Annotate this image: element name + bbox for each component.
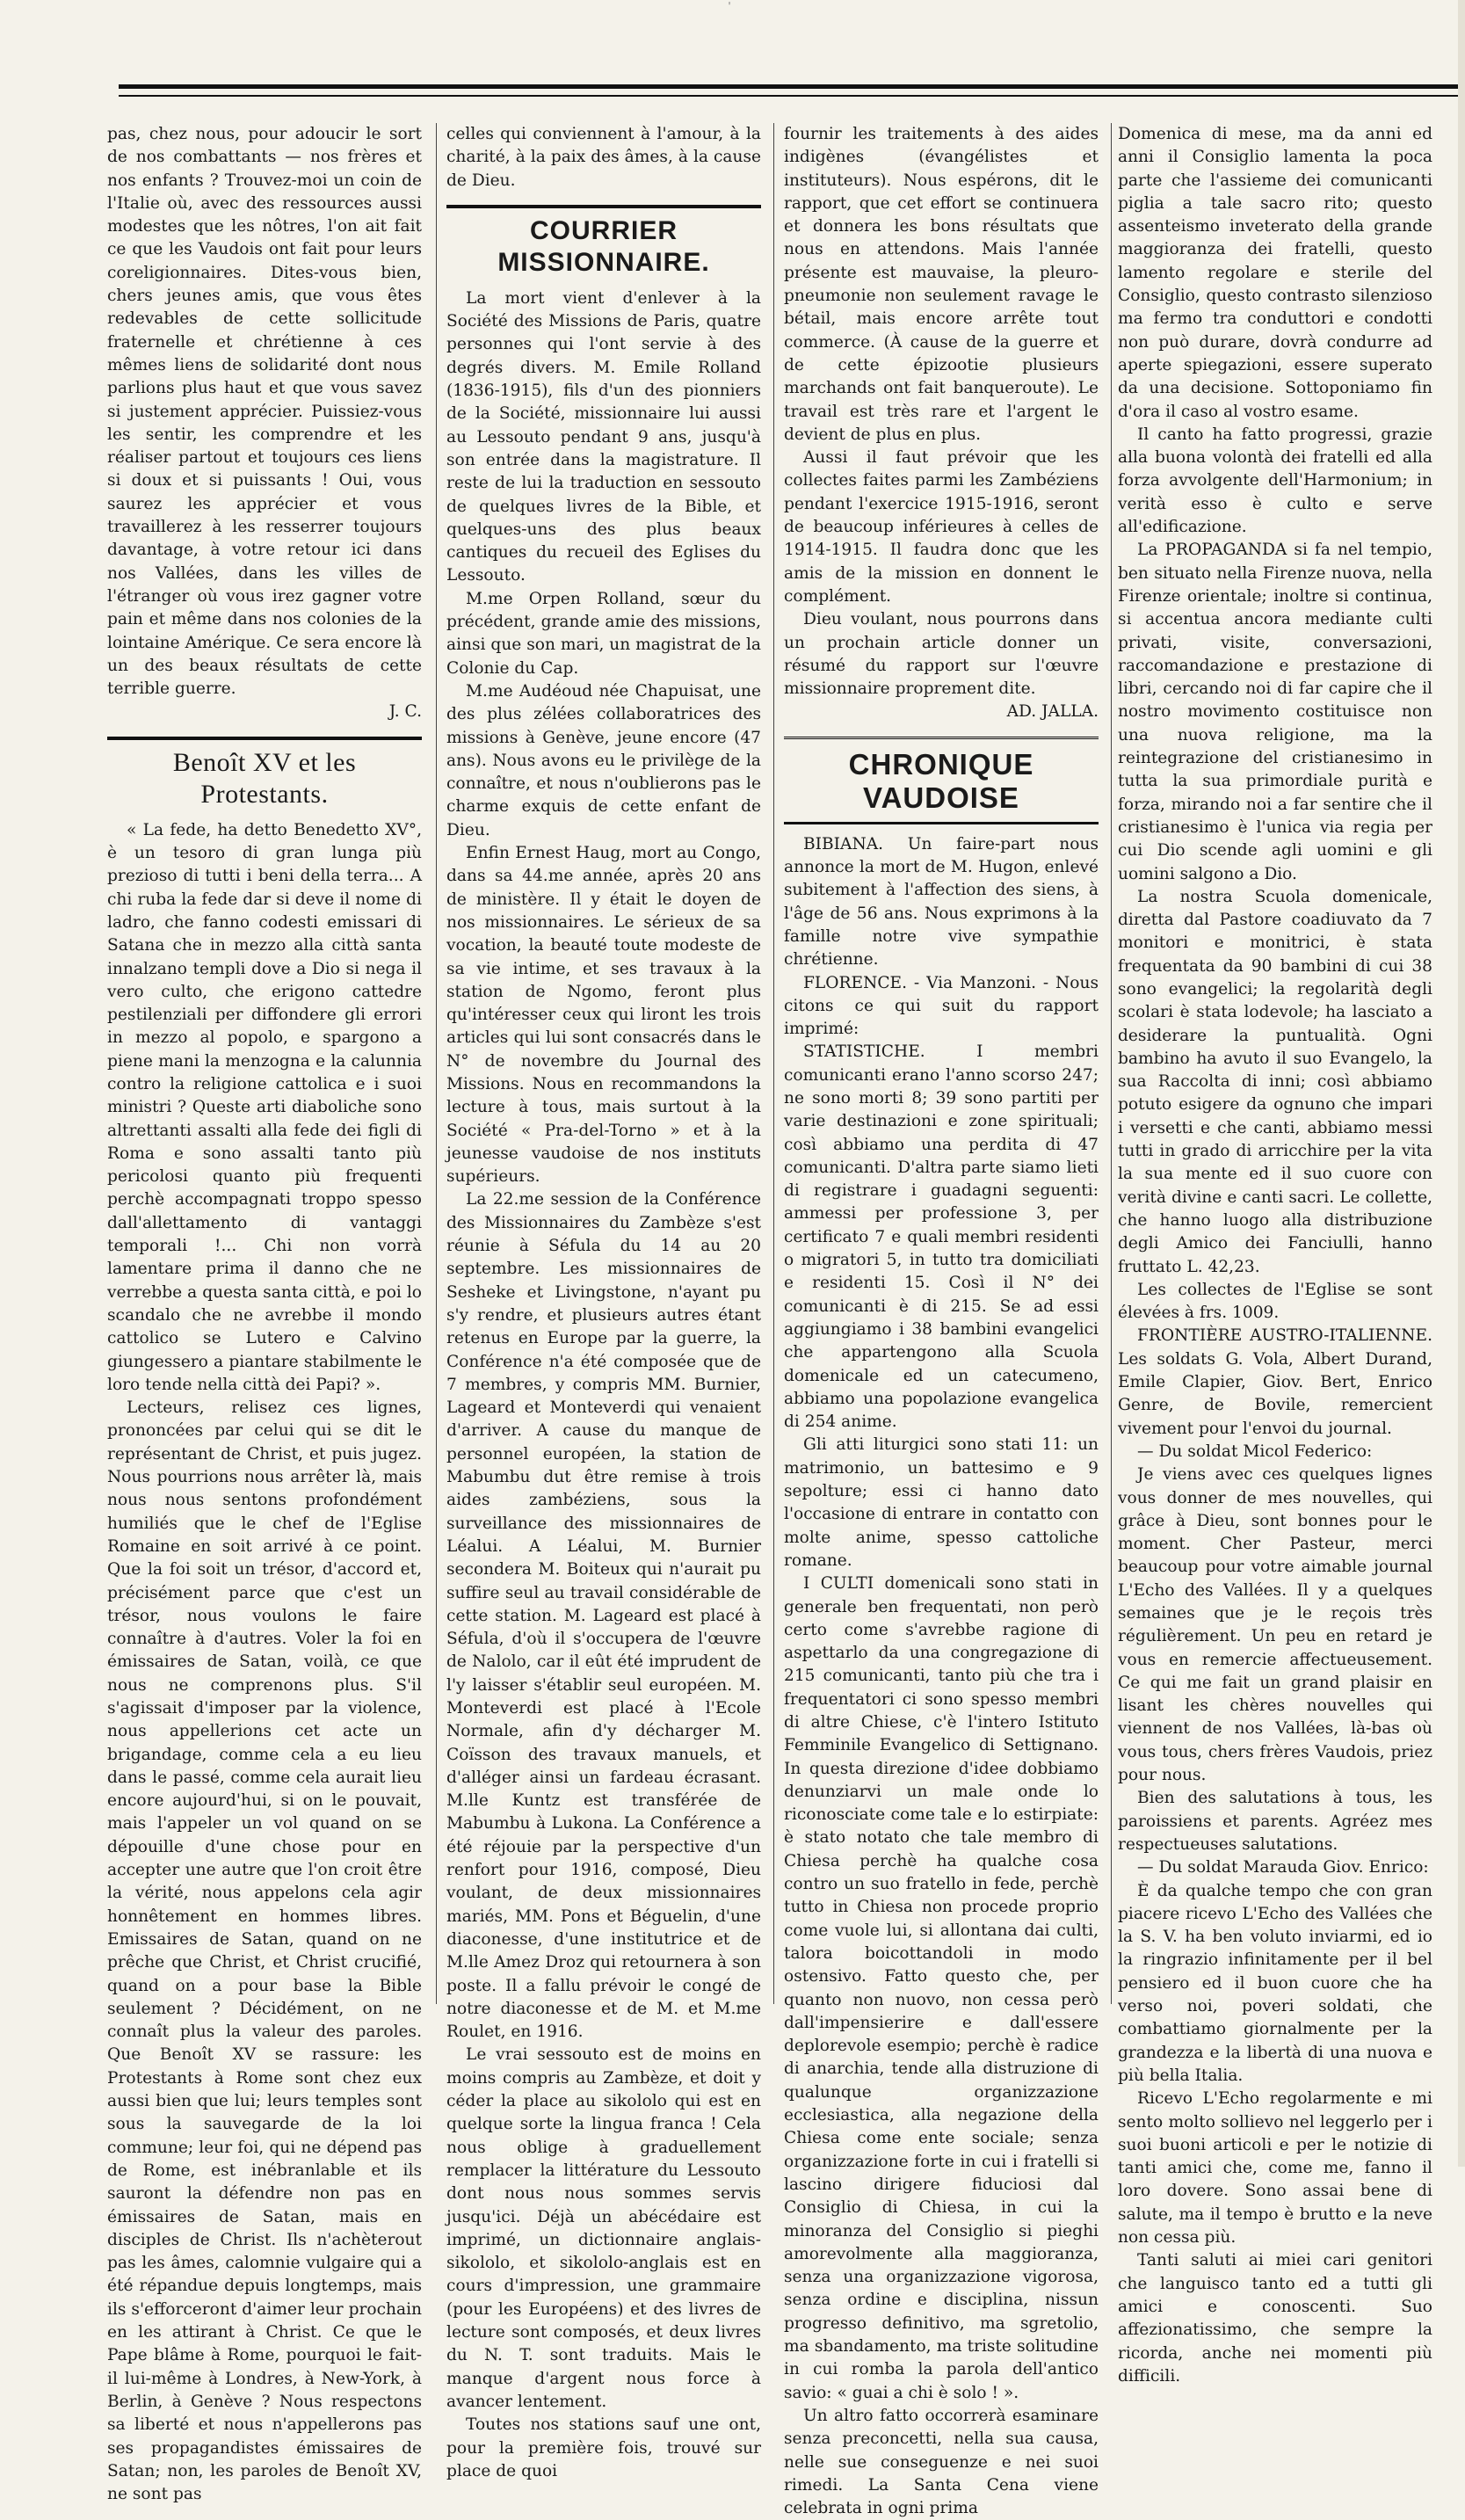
col1-title-box	[107, 737, 422, 810]
column-separator	[1111, 123, 1112, 2004]
col2-paragraph: Le vrai sessouto est de moins en moins compris au Zambèze, et doit y céder la place au sikololo qui est en quelque sorte la lingua franca ! Cela nous oblige à graduellement remplacer la littérature du Lessouto dont nous nous sommes servis jusqu'ici. Déjà un abécédaire est imprimé, un dictionnaire anglais-sikololo, et sikololo-anglais est en cours d'impression, une grammaire (pour les Européens) et des livres de lecture sont composés, et deux livres du N. T. sont traduits. Mais le manque d'argent nous force à avancer lentement.	[446, 2045, 761, 2411]
col3-paragraph: Dieu voulant, nous pourrons dans un prochain article donner un résumé du rapport sur l'œuvre missionnaire proprement dite.	[784, 610, 1099, 699]
col3-paragraph: Un altro fatto occorrerà esaminare senza preconcetti, nella sua causa, nelle sue conseguenze e nei suoi rimedi. La Santa Cena viene celebrata in ogni prima	[784, 2406, 1099, 2518]
col2-title-box	[446, 205, 761, 279]
column-1	[107, 123, 422, 2506]
col1-paragraph: « La fede, ha detto Benedetto XV°, è un tesoro di gran lunga più prezioso di tutti i beni della terra... A chi ruba la fede dar si deve il nome di ladro, che fanno codesti emissari di Satana che in mezzo alla città santa innalzano templi dove a Dio si nega il vero culto, che erigono cattedre pestilenziali per diffondere gli errori in mezzo al popolo, e spargono a piene mani la menzogna e la calunnia contro la religione cattolica e i suoi ministri ? Queste arti diaboliche sono altrettanti assalti alla fede dei figli di Roma e sono assalti tanto più pericolosi quanto più frequenti perchè accompagnati troppo spesso dall'allettamento di vantaggi temporali !... Chi non vorrà lamentare prima il danno che ne verrebbe a questa santa città, e poi lo scandalo che ne avrebbe il mondo cattolico se Lutero e Calvino giungessero a piantare stabilmente le loro tende nella città dei Papi? ».	[107, 820, 422, 1394]
col3-paragraph: I CULTI domenicali sono stati in generale ben frequentati, non però certo come s'avrebbe ragione di aspettarlo da una congregazione di 215 comunicanti, tanto più che tra i frequentatori ci sono spesso membri di altre Chiese, c'è l'intero Istituto Femminile Evangelico di Settignano. In questa direzione d'idee dobbiamo denunziarvi un male onde lo riconosciate come tale e lo estirpiate: è stato notato che tale membro di Chiesa perchè ha qualche cosa contro un suo fratello in fede, perchè tutto in Chiesa non procede proprio come vuole lui, si allontana dai culti, talora boicottandoli in modo ostensivo. Fatto questo che, per quanto non nuovo, non cessa però dall'impensierire e dall'essere deplorevole esempio; perchè è radice di anarchia, tende alla distruzione di qualunque organizzazione ecclesiastica, alla negazione della Chiesa come ente sociale; senza organizzazione forte in cui i fratelli si lascino dirigere fiduciosi dal Consiglio di Chiesa, in cui la minoranza del Consiglio si pieghi amorevolmente alla maggioranza, senza una organizzazione vigorosa, senza ordine e disciplina, nissun progresso definitivo, ma sgretolio, ma sbandamento, ma triste solitudine in cui romba la parola dell'antico savio: « guai a chi è solo ! ».	[784, 1574, 1099, 2402]
header-rule-thin	[119, 95, 1463, 97]
column-separator	[773, 123, 774, 2004]
col4-paragraph: Bien des salutations à tous, les paroissiens et parents. Agréez mes respectueuses salutations.	[1118, 1789, 1432, 1854]
column-2	[446, 123, 761, 2483]
col3-paragraph: Gli atti liturgici sono stati 11: un matrimonio, un battesimo e 9 sepolture; essi ci hanno dato l'occasione di entrare in contatto con molte anime, spesso cattoliche romane.	[784, 1435, 1099, 1570]
col4-paragraph: La nostra Scuola domenicale, diretta dal Pastore coadiuvato da 7 monitori e monitrici, è stata frequentata da 90 bambini di cui 38 sono evangelici; la regolarità degli scolari è stata lodevole; ha lasciato a desiderare la puntualità. Ogni bambino ha avuto il suo Evangelo, la sua Raccolta di inni; così abbiamo potuto esigere da ognuno che impari i versetti e che canti, abbiamo messi tutti in grado di arricchire per la vita la sua mente ed il suo cuore con verità divine e canti sacri. Le collette, che hanno luogo alla distribuzione degli Amico dei Fanciulli, hanno fruttato L. 42,23.	[1118, 887, 1432, 1276]
col4-paragraph: FRONTIÈRE AUSTRO-ITALIENNE. Les soldats G. Vola, Albert Durand, Emile Clapier, Giov. Bert, Enrico Genre, de Bovile, remercient vivement pour l'envoi du journal.	[1118, 1326, 1432, 1438]
col3-signature: AD. JALLA.	[1006, 702, 1099, 722]
col3-intro: fournir les traitements à des aides indigènes (évangélistes et instituteurs). Nous espérons, dit le rapport, que cet effort se continuera et donnera les bons résultats que nous en attendons. Mais l'année présente est mauvaise, la pleuro-pneumonie non seulement ravage le bétail, mais encore arrête tout commerce. (À cause de la guerre et de cette épizootie plusieurs marchands ont fait banqueroute). Le travail est très rare et l'argent le devient de plus en plus.	[784, 125, 1099, 444]
col4-paragraph: — Du soldat Marauda Giov. Enrico:	[1137, 1858, 1429, 1877]
section-title-courrier: COURRIER MISSIONNAIRE.	[497, 215, 710, 277]
col3-paragraph: FLORENCE. - Via Manzoni. - Nous citons ce qui suit du rapport imprimé:	[784, 973, 1099, 1039]
col1-paragraph: Lecteurs, relisez ces lignes, prononcées par celui qui se dit le représentant de Christ, et puis jugez. Nous pourrions nous arrêter là, mais nous nous sentons profondément humiliés que le chef de l'Eglise Romaine en soit arrivé à ce point. Que la foi soit un trésor, d'accord et, précisément parce que c'est un trésor, nous voulons le faire connaître à d'autres. Voler la foi en émissaires de Satan, voilà, ce que nous ne comprenons plus. S'il s'agissait d'imposer par la violence, nous appellerions cet acte un brigandage, comme cela a eu lieu dans le passé, comme cela aurait lieu encore aujourd'hui, si on le pouvait, mais l'appeler un vol quand on se dépouille d'une chose pour en accepter une autre que l'on croit être la vérité, nous appelons cela agir honnêtement en hommes libres. Emissaires de Satan, quand on ne prêche que Christ, et Christ crucifié, quand on a pour base la Bible seulement ? Décidément, on ne connaît plus la valeur des paroles. Que Benoît XV se rassure: les Protestants à Rome sont chez eux aussi bien que lui; leurs temples sont sous la sauvegarde de la loi commune; leur foi, qui ne dépend pas de Rome, est inébranlable et ils sauront la défendre non pas en émissaires de Satan, mais en disciples de Christ. Ils n'achèterout pas les âmes, calomnie vulgaire qui a été répandue depuis longtemps, mais ils s'efforceront d'aimer leur prochain en les attirant à Christ. Ce que le Pape blâme à Rome, pourquoi le fait-il lui-même à Londres, à New-York, à Berlin, à Genève ? Nous respectons sa liberté et nous n'appellerons pas ses propagandistes émissaires de Satan; non, les paroles de Benoît XV, ne sont pas	[107, 1398, 422, 2504]
col4-paragraph: Ricevo L'Echo regolarmente e mi sento molto sollievo nel leggerlo per i suoi buoni articoli e per le notizie di tanti amici che, come me, fanno il loro dovere. Sono assai bene di salute, ma il tempo è brutto e la neve non cessa più.	[1118, 2089, 1432, 2248]
section-title-chronique: CHRONIQUE VAUDOISE	[848, 747, 1034, 814]
col2-paragraph: La mort vient d'enlever à la Société des Missions de Paris, quatre personnes qui l'ont servie à des degrés divers. M. Emile Rolland (1836-1915), fils d'un des pionniers de la Société, missionnaire lui aussi au Lessouto pendant 9 ans, jusqu'à son entrée dans la magistrature. Il reste de lui la traduction en sessouto de quelques livres de la Bible, et quelques-uns des plus beaux cantiques du recueil des Eglises du Lessouto.	[446, 288, 761, 585]
column-4	[1118, 123, 1432, 2388]
col2-intro: celles qui conviennent à l'amour, à la charité, à la paix des âmes, à la cause de Dieu.	[446, 125, 761, 190]
col4-paragraph: Les collectes de l'Eglise se sont élevées à frs. 1009.	[1118, 1280, 1432, 1323]
col2-paragraph: M.me Audéoud née Chapuisat, une des plus zélées collaboratrices des missions à Genève, jeune encore (47 ans). Nous avons eu le privilège de la connaître, et nous n'oublierons pas le charme exquis de cette enfant de Dieu.	[446, 681, 761, 839]
col4-intro: Domenica di mese, ma da anni ed anni il Consiglio lamenta la poca parte che l'assieme dei comunicanti piglia a tale sacro rito; questo assenteismo inveterato della grande maggioranza dei fratelli, questo lamento regolare e sterile del Consiglio, questo contrasto silenzioso ma fermo tra conduttori e condotti non può durare, dovrà condurre ad aperte spiegazioni, essere superato da una decisione. Sottoponiamo fin d'ora il caso al vostro esame.	[1118, 125, 1432, 421]
col3-paragraph: STATISTICHE. I membri comunicanti erano l'anno scorso 247; ne sono morti 8; 39 sono partiti per varie destinazioni e zone spirituali; così abbiamo una perdita di 47 comunicanti. D'altra parte siamo lieti di registrare i guadagni seguenti: ammessi per professione 3, per certificato 7 e quali membri residenti o migratori 5, in tutto tra domiciliati e residenti 15. Così il N° dei comunicanti è di 215. Se ad essi aggiungiamo i 38 bambini evangelici che appartengono alla Scuola domenicale ed un catecumeno, abbiamo una popolazione evangelica di 254 anime.	[784, 1042, 1099, 1432]
col4-paragraph: Je viens avec ces quelques lignes vous donner de mes nouvelles, qui grâce à Dieu, sont bonnes pour le moment. Cher Pasteur, merci beaucoup pour votre aimable journal L'Echo des Vallées. Il y a quelques semaines que je le reçois très régulièrement. Un peu en retard je vous en remercie affectueusement. Ce qui me fait un grand plaisir en lisant les chères nouvelles qui viennent de nos Vallées, là-bas où vous tous, chers frères Vaudois, priez pour nous.	[1118, 1465, 1432, 1785]
col4-paragraph: Tanti saluti ai miei cari genitori che languisco tanto ed a tutti gli amici e conoscenti. Suo affezionatissimo, che sempre la ricorda, anche nei momenti più difficili.	[1118, 2251, 1432, 2386]
header-rule	[119, 84, 1463, 89]
col2-paragraph: Enfin Ernest Haug, mort au Congo, dans sa 44.me année, après 20 ans de ministère. Il y était le doyen de nos missionnaires. Le sérieux de sa vocation, la beauté toute modeste de sa vie intime, et ses travaux à la station de Ngomo, feront plus qu'intéresser ceux qui liront les trois articles qui lui sont consacrés dans le N° de novembre du Journal des Missions. Nous en recommandons la lecture à tous, mais surtout à la Société « Pra-del-Torno » et à la jeunesse vaudoise de nos instituts supérieurs.	[446, 844, 761, 1187]
col4-paragraph: Il canto ha fatto progressi, grazie alla buona volontà dei fratelli ed alla forza avvolgente dell'Harmonium; in verità esso è culto e serve all'edificazione.	[1118, 425, 1432, 537]
column-separator	[436, 123, 437, 2004]
top-mark: '	[728, 0, 731, 12]
column-3	[784, 123, 1099, 2520]
col3-paragraph: Aussi il faut prévoir que les collectes faites parmi les Zambéziens pendant l'exercice 1915-1916, seront de beaucoup inférieures à celles de 1914-1915. Il faudra donc que les amis de la mission en donnent le complément.	[784, 448, 1099, 606]
page-edge	[1458, 0, 1465, 2167]
article-title-benoit: Benoît XV et les Protestants.	[172, 747, 357, 809]
col1-intro: pas, chez nous, pour adoucir le sort de nos combattants — nos frères et nos enfants ? Trouvez-moi un coin de l'Italie où, avec des ressources aussi modestes que les nôtres, l'on ait fait ce que les Vaudois ont fait pour leurs coreligionnaires. Dites-vous bien, chers jeunes amis, que vous êtes redevables de cette sollicitude fraternelle et chrétienne à ces mêmes liens de solidarité dont nous parlions plus haut et que vous savez si justement apprécier. Puissiez-vous les sentir, les comprendre et les réaliser partout et toujours ces liens si doux et si puissants ! Oui, vous saurez les apprécier et vous travaillerez à les resserrer toujours davantage, à votre retour ici dans nos Vallées, dans les villes de l'étranger où vous irez gagner votre pain et même dans nos colonies de la lointaine Amérique. Ce sera encore là un des beaux résultats de cette terrible guerre.	[107, 125, 422, 699]
col1-intro-signature: J. C.	[388, 702, 422, 722]
col4-paragraph: La PROPAGANDA si fa nel tempio, ben situato nella Firenze nuova, nella Firenze orientale; inoltre si continua, si accentua ancora mediante culti privati, visite, conversazioni, raccomandazione e prestazione di libri, cercando noi di far capire che il nostro movimento costituisce non una nuova religione, ma la reintegrazione del cristianesimo in tutta la sua primordiale purità e forza, mirando noi a far sentire che il cristianesimo è l'unica via regia per cui Dio scende agli uomini e gli uomini salgono a Dio.	[1118, 541, 1432, 883]
col2-paragraph: Toutes nos stations sauf une ont, pour la première fois, trouvé sur place de quoi	[446, 2415, 761, 2480]
col4-paragraph: — Du soldat Micol Federico:	[1137, 1442, 1373, 1461]
col3-title-box	[784, 737, 1099, 824]
col2-paragraph: La 22.me session de la Conférence des Missionnaires du Zambèze s'est réunie à Séfula du 14 au 20 septembre. Les missionnaires de Sesheke et Livingstone, n'ayant pu s'y rendre, et plusieurs autres étant retenus en Europe par la guerre, la Conférence n'a été composée que de 7 membres, y compris MM. Burnier, Lageard et Monteverdi qui venaient d'arriver. A cause du manque de personnel européen, la station de Mabumbu dut être remise à trois aides zambéziens, sous la surveillance des missionnaires de Léalui. A Léalui, M. Burnier secondera M. Boiteux qui n'aurait pu suffire seul au travail considérable de cette station. M. Lageard est placé à Séfula, d'où il s'occupera de l'œuvre de Nalolo, car il eût été imprudent de l'y laisser s'établir seul européen. M. Monteverdi est placé à l'Ecole Normale, afin d'y décharger M. Coïsson des travaux manuels, et d'alléger ainsi un fardeau écrasant. M.lle Kuntz est transférée de Mabumbu à Lukona. La Conférence a été réjouie par la perspective d'un renfort pour 1916, composé, Dieu voulant, de deux missionnaires mariés, MM. Pons et Béguelin, d'une diaconesse, d'une institutrice et de M.lle Amez Droz qui retournera à son poste. Il a fallu prévoir le congé de notre diaconesse et de M. et M.me Roulet, en 1916.	[446, 1190, 761, 2042]
col4-paragraph: È da qualche tempo che con gran piacere ricevo L'Echo des Vallées che la S. V. ha ben voluto inviarmi, ed io la ringrazio infinitamente per il bel pensiero ed il buon cuore che ha verso noi, poveri soldati, che combattiamo giornalmente per la grandezza e la libertà di una nuova e più bella Italia.	[1118, 1881, 1432, 2085]
col2-paragraph: M.me Orpen Rolland, sœur du précédent, grande amie des missions, ainsi que son mari, un magistrat de la Colonie du Cap.	[446, 589, 761, 678]
col3-paragraph: BIBIANA. Un faire-part nous annonce la mort de M. Hugon, enlevé subitement à l'affection des siens, à l'âge de 56 ans. Nous exprimons à la famille notre vive sympathie chrétienne.	[784, 834, 1099, 970]
